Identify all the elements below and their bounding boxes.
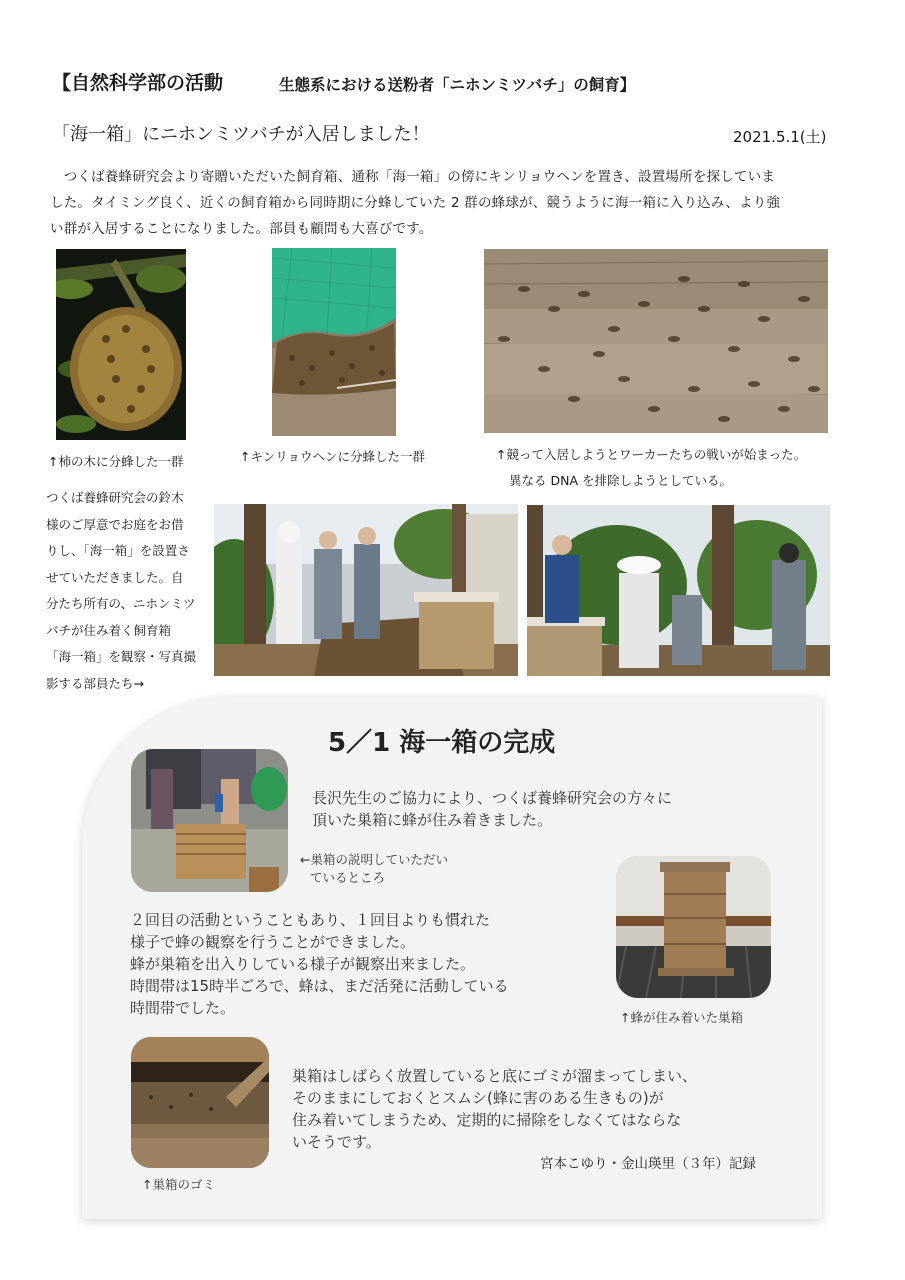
card-paragraph-1 (312, 787, 672, 831)
card-para3-line: そのままにしておくとスムシ(蜂に害のある生きもの)が (292, 1089, 664, 1107)
card-para2-line: 時間帯でした。 (130, 999, 236, 1017)
side-line: バチが住み着く飼育箱 (46, 622, 172, 638)
card-paragraph-2 (130, 909, 509, 1019)
card-para2-line: 様子で蜂の観察を行うことができました。 (130, 933, 416, 951)
caption-explanation-line: ているところ (310, 870, 386, 885)
intro-line: した。タイミング良く、近くの飼育箱から同時期に分蜂していた 2 群の蜂球が、競うように海一箱に入り込み、より強 (50, 195, 781, 211)
article-title: 「海一箱」にニホンミツバチが入居しました！ (52, 124, 430, 145)
side-line: りし、「海一箱」を設置さ (46, 543, 190, 558)
photo-persimmon-swarm (56, 249, 186, 440)
card-para1-line: 長沢先生のご協力により、つくば養蜂研究会の方々に (312, 789, 673, 807)
side-line: せていただきました。自 (46, 569, 184, 585)
side-line: 「海一箱」を観察・写真撮 (46, 649, 197, 664)
article-date: 2021.5.1(土) (733, 128, 827, 146)
intro-line: い群が入居することになりました。部員も顧問も大喜びです。 (50, 221, 433, 237)
side-line: 影する部員たち→ (46, 675, 144, 691)
photo-kinryohen-swarm (272, 248, 396, 436)
side-line: つくば養蜂研究会の鈴木 (46, 490, 184, 505)
photo-members-garden-2 (527, 505, 830, 676)
card-para2-line: ２回目の活動ということもあり、１回目よりも慣れた (130, 911, 491, 929)
card-para3-line: 巣箱はしばらく放置していると底にゴミが溜まってしまい、 (292, 1067, 698, 1085)
card-para2-line: 時間帯は15時半ごろで、蜂は、まだ活発に活動している (130, 977, 509, 995)
photo-members-garden-1 (214, 504, 518, 676)
card-title: 5／1 海一箱の完成 (328, 728, 556, 758)
caption-fight-line1: ↑競って入居しようとワーカーたちの戦いが始まった。 (496, 447, 807, 462)
side-line: 分たち所有の、ニホンミツ (46, 596, 196, 611)
caption-explanation-line: ←巣箱の説明していただい (300, 852, 448, 867)
side-paragraph (46, 485, 206, 697)
caption-persimmon: ↑柿の木に分蜂した一群 (48, 454, 184, 469)
caption-fight-line2: 異なる DNA を排除しようとしている。 (509, 473, 732, 488)
caption-kinryohen: ↑キンリョウヘンに分蜂した一群 (240, 449, 425, 464)
photo-hive-explanation (131, 749, 288, 892)
photo-hive-trash (131, 1037, 269, 1168)
photo-inhabited-hive (616, 856, 771, 998)
intro-paragraph (50, 164, 860, 242)
card-para3-line: いそうです。 (292, 1133, 381, 1151)
section-heading: 【自然科学部の活動 (52, 72, 224, 94)
caption-inhabited-hive: ↑蜂が住み着いた巣箱 (620, 1010, 743, 1025)
caption-hive-trash: ↑巣箱のゴミ (142, 1177, 215, 1192)
section-subtitle: 生態系における送粉者「ニホンミツバチ」の飼育】 (279, 76, 636, 94)
intro-line: つくば養蜂研究会より寄贈いただいた飼育箱、通称「海一箱」の傍にキンリョウヘンを置き、設置場所を探していま (50, 169, 776, 185)
card-para2-line: 蜂が巣箱を出入りしている様子が観察出来ました。 (130, 955, 476, 973)
card-para1-line: 頂いた巣箱に蜂が住み着きました。 (312, 811, 553, 829)
card-para3-line: 住み着いてしまうため、定期的に掃除をしなくてはならな (292, 1111, 682, 1129)
credit-line: 宮本こゆり・金山瑛里（３年）記録 (540, 1156, 756, 1172)
card-paragraph-3 (292, 1065, 697, 1153)
photo-workers-fight (484, 249, 828, 433)
side-line: 様のご厚意でお庭をお借 (46, 516, 184, 532)
caption-explanation (300, 851, 448, 887)
